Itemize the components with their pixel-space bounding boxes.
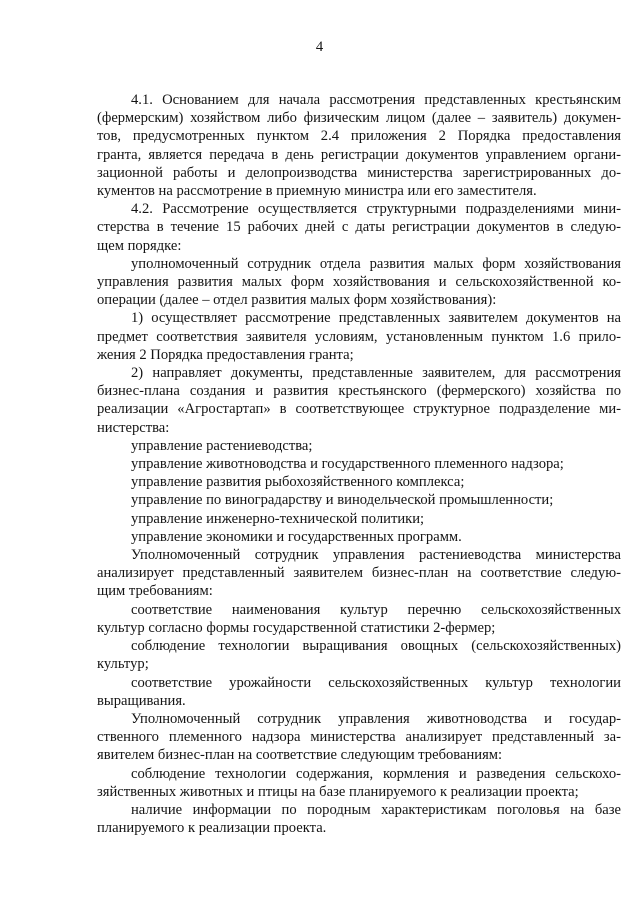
paragraph-p_2 bbox=[97, 364, 621, 437]
paragraph-p_rast bbox=[97, 546, 621, 601]
department-item: управление экономики и государственных программ. bbox=[131, 528, 462, 545]
text-line: анализирует представленный заявителем бизнес-план на соответствие следую- bbox=[97, 565, 621, 582]
text-line: явителем бизнес-план на соответствие следующим требованиям: bbox=[97, 747, 503, 764]
paragraph-p_r2 bbox=[97, 637, 621, 673]
text-line: щем порядке: bbox=[97, 237, 182, 254]
text-line: стерства в течение 15 рабочих дней с даты регистрации документов в следую- bbox=[97, 219, 621, 236]
text-line: ственного племенного надзора министерства анализирует представленный за- bbox=[97, 729, 621, 746]
paragraph-p_z1 bbox=[97, 765, 621, 801]
department-item: управление развития рыбохозяйственного комплекса; bbox=[131, 474, 465, 491]
department-item: управление инженерно-технической политики; bbox=[131, 510, 425, 527]
text-line: зационной работы и делопроизводства министерства зарегистрированных до- bbox=[97, 164, 621, 181]
text-line: 2) направляет документы, представленные заявителем, для рассмотрения bbox=[131, 365, 621, 382]
text-line: предмет соответствия заявителя условиям, установленным пунктом 1.6 прило- bbox=[97, 328, 621, 345]
text-line: соответствие наименования культур перечню сельскохозяйственных bbox=[131, 601, 621, 618]
text-line: 4.2. Рассмотрение осуществляется структурными подразделениями мини- bbox=[131, 201, 621, 218]
text-line: бизнес-плана создания и развития крестьянского (фермерского) хозяйства по bbox=[97, 383, 621, 400]
text-line: культур согласно формы государственной статистики 2-фермер; bbox=[97, 619, 496, 636]
text-line: реализации «Агростартап» в соответствующее структурное подразделение ми- bbox=[97, 401, 621, 418]
text-line: щим требованиям: bbox=[97, 583, 213, 600]
text-line: нистерства: bbox=[97, 419, 170, 436]
paragraph-p41 bbox=[97, 91, 621, 200]
text-line: зяйственных животных и птицы на базе планируемого к реализации проекта; bbox=[97, 783, 579, 800]
department-list bbox=[97, 437, 621, 546]
text-line: тов, предусмотренных пунктом 2.4 приложения 2 Порядка предоставления bbox=[97, 128, 621, 145]
text-line: операции (далее – отдел развития малых форм хозяйствования): bbox=[97, 292, 497, 309]
text-line: культур; bbox=[97, 656, 149, 673]
text-line: соответствие урожайности сельскохозяйственных культур технологии bbox=[131, 674, 621, 691]
paragraph-p_upoln1 bbox=[97, 255, 621, 310]
text-line: Уполномоченный сотрудник управления животноводства и государ- bbox=[131, 710, 621, 727]
text-line: выращивания. bbox=[97, 692, 186, 709]
page-number: 4 bbox=[315, 39, 324, 55]
paragraph-p_z2 bbox=[97, 801, 621, 837]
text-line: Уполномоченный сотрудник управления растениеводства министерства bbox=[131, 547, 621, 564]
text-line: гранта, является передача в день регистрации документов управлением органи- bbox=[97, 146, 621, 163]
paragraph-p_r1 bbox=[97, 601, 621, 637]
paragraph-p42 bbox=[97, 200, 621, 255]
paragraph-p_r3 bbox=[97, 674, 621, 710]
paragraph-p_zhiv bbox=[97, 710, 621, 765]
text-line: (фермерским) хозяйством либо физическим лицом (далее – заявитель) докумен- bbox=[97, 110, 621, 127]
paragraph-group-1 bbox=[97, 91, 621, 437]
text-line: 1) осуществляет рассмотрение представленных заявителем документов на bbox=[131, 310, 621, 327]
department-item: управление растениеводства; bbox=[131, 437, 313, 454]
text-line: жения 2 Порядка предоставления гранта; bbox=[97, 346, 354, 363]
text-line: соблюдение технологии выращивания овощных (сельскохозяйственных) bbox=[131, 638, 621, 655]
paragraph-group-2 bbox=[97, 546, 621, 837]
department-item: управление по виноградарству и винодельческой промышленности; bbox=[131, 492, 554, 509]
text-line: кументов на рассмотрение в приемную министра или его заместителя. bbox=[97, 183, 537, 200]
text-line: уполномоченный сотрудник отдела развития малых форм хозяйствования bbox=[131, 255, 621, 272]
text-line: управления развития малых форм хозяйствования и сельскохозяйственной ко- bbox=[97, 274, 621, 291]
department-item: управление животноводства и государственного племенного надзора; bbox=[131, 456, 564, 473]
document-body bbox=[97, 91, 621, 837]
text-line: планируемого к реализации проекта. bbox=[97, 820, 327, 837]
text-line: 4.1. Основанием для начала рассмотрения представленных крестьянским bbox=[131, 92, 621, 108]
text-line: наличие информации по породным характеристикам поголовья на базе bbox=[131, 801, 621, 818]
paragraph-p_1 bbox=[97, 309, 621, 364]
text-line: соблюдение технологии содержания, кормления и разведения сельскохо- bbox=[131, 765, 621, 782]
